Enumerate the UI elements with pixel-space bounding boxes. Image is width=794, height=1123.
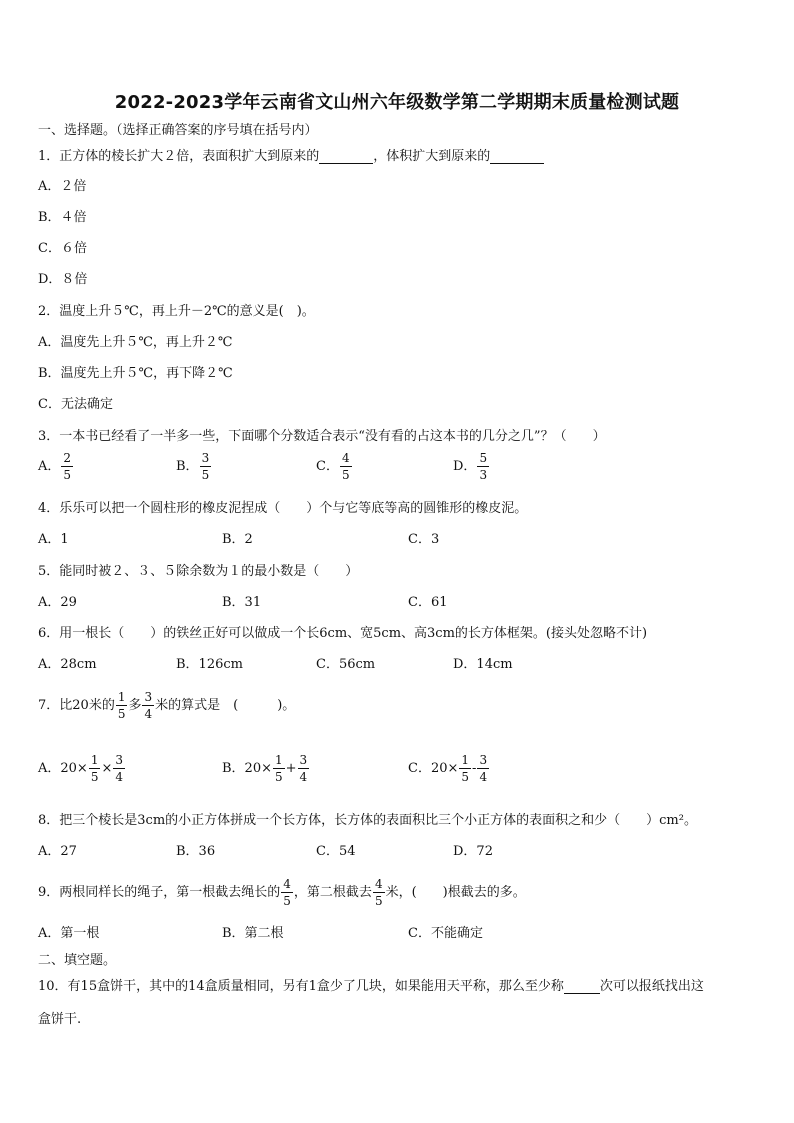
- option-c: [316, 452, 353, 481]
- fraction: [142, 691, 154, 720]
- fraction: [281, 878, 293, 907]
- option-c: C．3: [408, 532, 440, 547]
- numerator: 1: [90, 753, 99, 767]
- option-b: B．温度先上升５℃，再下降２℃: [38, 366, 233, 381]
- question-9-text-b: ，第二根截去: [293, 885, 372, 900]
- question-8: 8．把三个棱长是3cm的小正方体拼成一个长方体，长方体的表面积比三个小正方体的表面积之和少（ ）cm²。: [38, 813, 697, 828]
- question-9-text-c: 米，( )根截去的多。: [385, 885, 526, 900]
- denominator: 5: [374, 894, 383, 908]
- denominator: 4: [115, 770, 124, 784]
- denominator: 5: [341, 468, 350, 482]
- option-a: A．温度先上升５℃，再上升２℃: [38, 335, 233, 350]
- option-label: B．20×: [222, 761, 272, 776]
- option-a: [38, 452, 74, 481]
- answer-blank[interactable]: [490, 150, 544, 164]
- question-1-text-a: 1．正方体的棱长扩大２倍，表面积扩大到原来的: [38, 149, 320, 164]
- page-title: 2022-2023学年云南省文山州六年级数学第二学期期末质量检测试题: [114, 92, 680, 113]
- fraction: [477, 452, 489, 481]
- option-b: B．31: [222, 595, 262, 610]
- question-9: [38, 878, 526, 907]
- option-a: A．28cm: [38, 657, 97, 672]
- option-label: C．: [316, 459, 339, 474]
- fraction: [273, 754, 285, 783]
- operator: +: [285, 761, 297, 776]
- option-a: A．２倍: [38, 179, 87, 194]
- numerator: 3: [201, 451, 210, 465]
- question-3: 3．一本书已经看了一半多一些，下面哪个分数适合表示“没有看的占这本书的几分之几”？（ ）: [38, 429, 606, 444]
- fraction: [113, 754, 125, 783]
- section-heading-choice: 一、选择题。（选择正确答案的序号填在括号内）: [38, 123, 318, 138]
- option-c: C．无法确定: [38, 397, 113, 412]
- option-c: C．54: [316, 844, 356, 859]
- numerator: 5: [479, 451, 488, 465]
- option-d: D．８倍: [38, 272, 88, 287]
- option-a: [38, 754, 126, 783]
- fraction: [477, 754, 489, 783]
- option-b: B．第二根: [222, 926, 284, 941]
- question-7: [38, 691, 295, 720]
- fraction: [116, 691, 128, 720]
- option-a: A．1: [38, 532, 69, 547]
- operator: ×: [101, 761, 113, 776]
- option-d: [453, 452, 490, 481]
- denominator: 4: [299, 770, 308, 784]
- operator: -: [472, 761, 477, 776]
- option-b: B．４倍: [38, 210, 87, 225]
- numerator: 3: [115, 753, 124, 767]
- numerator: 3: [144, 690, 153, 704]
- option-c: [408, 754, 490, 783]
- question-10-text-b: 次可以报纸找出这: [599, 979, 704, 994]
- option-d: D．14cm: [453, 657, 513, 672]
- question-1: [38, 150, 544, 164]
- numerator: 3: [479, 753, 488, 767]
- fraction: [89, 754, 101, 783]
- option-c: C．56cm: [316, 657, 376, 672]
- question-7-text-b: 多: [128, 698, 142, 713]
- question-5: 5．能同时被２、３、５除余数为１的最小数是（ ）: [38, 564, 359, 579]
- denominator: 5: [117, 707, 126, 721]
- answer-blank[interactable]: [564, 980, 600, 994]
- numerator: 1: [275, 753, 283, 767]
- answer-blank[interactable]: [319, 150, 373, 164]
- denominator: 5: [461, 770, 470, 784]
- numerator: 1: [117, 690, 126, 704]
- fraction: [200, 452, 212, 481]
- option-a: A．第一根: [38, 926, 100, 941]
- denominator: 3: [479, 468, 488, 482]
- option-d: D．72: [453, 844, 493, 859]
- numerator: 3: [299, 753, 308, 767]
- option-b: [222, 754, 310, 783]
- option-a: A．27: [38, 844, 77, 859]
- numerator: 1: [461, 753, 470, 767]
- denominator: 5: [283, 894, 291, 908]
- question-4: 4．乐乐可以把一个圆柱形的橡皮泥捏成（ ）个与它等底等高的圆锥形的橡皮泥。: [38, 501, 528, 516]
- option-label: A．: [38, 459, 61, 474]
- option-b: B．126cm: [176, 657, 243, 672]
- option-b: [176, 452, 212, 481]
- denominator: 4: [144, 707, 153, 721]
- option-b: B．36: [176, 844, 216, 859]
- denominator: 4: [479, 770, 488, 784]
- question-9-text-a: 9．两根同样长的绳子，第一根截去绳长的: [38, 885, 281, 900]
- option-label: A．20×: [38, 761, 88, 776]
- option-c: C．不能确定: [408, 926, 483, 941]
- option-a: A．29: [38, 595, 77, 610]
- denominator: 5: [275, 770, 283, 784]
- option-label: B．: [176, 459, 199, 474]
- question-6: 6．用一根长（ ）的铁丝正好可以做成一个长6cm、宽5cm、高3cm的长方体框架。(接头处忽略不计): [38, 626, 648, 641]
- fraction: [459, 754, 471, 783]
- option-c: C．61: [408, 595, 448, 610]
- denominator: 5: [201, 468, 210, 482]
- numerator: 2: [63, 451, 72, 465]
- option-c: C．６倍: [38, 241, 87, 256]
- fraction: [298, 754, 310, 783]
- option-b: B．2: [222, 532, 253, 547]
- fraction: [61, 452, 73, 481]
- question-1-text-b: ，体积扩大到原来的: [373, 149, 491, 164]
- denominator: 5: [90, 770, 99, 784]
- option-label: C．20×: [408, 761, 459, 776]
- numerator: 4: [283, 877, 291, 891]
- question-10: [38, 980, 704, 994]
- question-10-text-a: 10．有15盒饼干，其中的14盒质量相同，另有1盒少了几块，如果能用天平称，那么至少称: [38, 979, 564, 994]
- question-7-text-c: 米的算式是 ( )。: [155, 698, 296, 713]
- numerator: 4: [341, 451, 350, 465]
- section-heading-fill: 二、填空题。: [38, 953, 117, 968]
- numerator: 4: [374, 877, 383, 891]
- denominator: 5: [63, 468, 72, 482]
- option-label: D．: [453, 459, 477, 474]
- question-10-continued: 盒饼干.: [38, 1012, 82, 1027]
- question-7-text-a: 7．比20米的: [38, 698, 115, 713]
- fraction: [373, 878, 385, 907]
- question-2: 2．温度上升５℃，再上升－2℃的意义是( )。: [38, 304, 315, 319]
- fraction: [340, 452, 352, 481]
